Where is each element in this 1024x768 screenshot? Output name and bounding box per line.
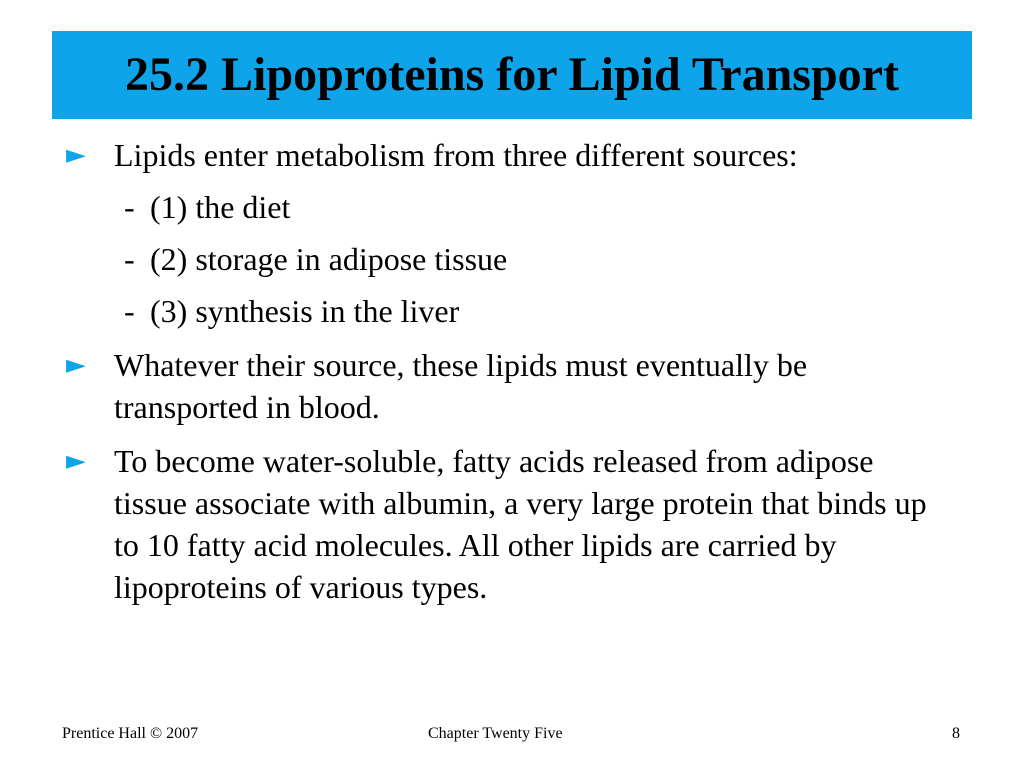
sub-item-text: (2) storage in adipose tissue xyxy=(150,241,508,277)
bullet-arrow-icon: ► xyxy=(66,140,86,170)
bullet-arrow-icon: ► xyxy=(66,446,86,476)
bullet-item xyxy=(66,134,966,176)
bullet-text: Lipids enter metabolism from three different sources: xyxy=(114,137,798,173)
sub-item-dash: - xyxy=(124,241,135,277)
footer-page-number: 8 xyxy=(952,725,960,742)
sub-item-dash: - xyxy=(124,189,135,225)
sub-item-text: (1) the diet xyxy=(150,189,291,225)
footer-chapter: Chapter Twenty Five xyxy=(428,725,563,742)
sub-item xyxy=(124,238,507,280)
sub-item-text: (3) synthesis in the liver xyxy=(150,293,460,329)
bullet-arrow-icon: ► xyxy=(66,350,86,380)
slide-title: 25.2 Lipoproteins for Lipid Transport xyxy=(125,48,899,101)
sub-item xyxy=(124,186,290,228)
bullet-text: To become water-soluble, fatty acids released from adipose tissue associate with albumin, a very large protein that binds up to 10 fatty acid molecules. All other lipids are carried by lipoproteins of various types. xyxy=(114,443,927,605)
footer-publisher: Prentice Hall © 2007 xyxy=(62,725,199,742)
bullet-item xyxy=(66,440,966,650)
sub-item xyxy=(124,290,459,332)
bullet-item xyxy=(66,344,966,428)
bullet-text: Whatever their source, these lipids must eventually be transported in blood. xyxy=(114,347,808,425)
sub-item-dash: - xyxy=(124,293,135,329)
